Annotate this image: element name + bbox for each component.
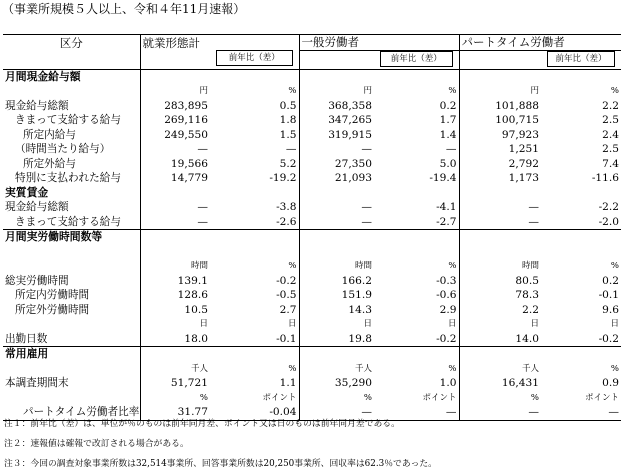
cell: 78.3 — [459, 288, 541, 303]
cell: 1.8 — [279, 114, 297, 127]
table-row — [3, 303, 621, 318]
cell: -0.5 — [276, 289, 297, 302]
cell: — — [299, 215, 374, 230]
table-row — [3, 376, 621, 391]
row-label: きまって支給する給与 — [15, 215, 121, 228]
row-label: 現金給与総額 — [5, 99, 69, 112]
unit-label: ポイント — [584, 392, 619, 403]
cell: 283,895 — [140, 99, 210, 114]
cell: -0.3 — [436, 274, 457, 287]
cell: — — [299, 142, 374, 157]
footnote: 注２：速報値は確報で改訂される場合がある。 — [4, 439, 189, 449]
row-label: 総実労働時間 — [5, 274, 69, 287]
section-row — [3, 347, 621, 362]
cell: 5.2 — [279, 157, 297, 170]
cell: 1.0 — [439, 377, 457, 390]
category-header: 区分 — [59, 35, 83, 50]
cell: 1,173 — [459, 171, 541, 186]
cell: — — [140, 200, 210, 215]
cell: 10.5 — [140, 303, 210, 318]
unit-label: % — [299, 391, 374, 406]
unit-label: 時間 — [299, 259, 374, 274]
section-employment: 常用雇用 — [5, 347, 49, 361]
cell: 139.1 — [140, 274, 210, 289]
cell: 101,888 — [459, 99, 541, 114]
cell: -2.2 — [598, 201, 619, 214]
unit-label: ポイント — [262, 392, 297, 403]
row-label: 所定内給与 — [23, 128, 76, 141]
yoy-label-general: 前年比（差） — [380, 51, 453, 67]
cell: 128.6 — [140, 288, 210, 303]
cell: 21,093 — [299, 171, 374, 186]
cell: 1,251 — [459, 142, 541, 157]
unit-label: % — [448, 261, 457, 272]
section-row — [3, 230, 621, 245]
cell: — — [459, 200, 541, 215]
cell: -0.2 — [436, 332, 457, 345]
unit-label: 円 — [459, 84, 541, 99]
cell: — — [299, 200, 374, 215]
unit-label: 円 — [140, 84, 210, 99]
cell: -2.7 — [436, 215, 457, 228]
unit-label: % — [288, 86, 297, 97]
yoy-label-total: 前年比（差） — [216, 50, 293, 66]
cell: 18.0 — [140, 332, 210, 347]
cell: 5.0 — [439, 157, 457, 170]
row-label: （時間当たり給与） — [15, 143, 111, 156]
footnote: 注１：前年比（差）は、単位が％のものは前年同月差、ポイント又は日のものは前年同月差である。 — [4, 419, 400, 429]
table-row — [3, 128, 621, 143]
cell: 2.7 — [279, 303, 297, 316]
unit-row — [3, 391, 621, 406]
section-row — [3, 186, 621, 201]
section-real-wages: 実質賃金 — [5, 185, 49, 199]
cell: 2.9 — [439, 303, 457, 316]
cell: -3.8 — [276, 201, 297, 214]
table-row — [3, 171, 621, 186]
cell: -19.4 — [429, 172, 457, 185]
cell: 14.3 — [299, 303, 374, 318]
cell: 0.5 — [279, 99, 297, 112]
unit-label: % — [288, 261, 297, 272]
cell: 249,550 — [140, 128, 210, 143]
row-label: 特別に支払われた給与 — [15, 172, 121, 185]
unit-label: 日 — [459, 317, 541, 332]
cell: 319,915 — [299, 128, 374, 143]
unit-label: 千人 — [140, 362, 210, 377]
table-row — [3, 274, 621, 289]
group-header-general: 一般労働者 — [299, 35, 459, 51]
cell: — — [140, 215, 210, 230]
unit-row — [3, 84, 621, 99]
unit-label: % — [288, 363, 297, 374]
cell: 1.5 — [279, 128, 297, 141]
header-row — [3, 35, 621, 51]
footnotes — [4, 414, 437, 474]
cell: 16,431 — [459, 376, 541, 391]
cell: 2.2 — [602, 99, 619, 112]
section-row — [3, 69, 621, 84]
table-row — [3, 113, 621, 128]
cell: — — [299, 405, 374, 420]
cell: — — [608, 406, 619, 419]
row-label: 所定内労働時間 — [15, 289, 90, 302]
cell: -0.2 — [598, 332, 619, 345]
section-wages: 月間現金給与額 — [5, 69, 81, 83]
cell: 0.2 — [439, 99, 457, 112]
unit-label: % — [459, 391, 541, 406]
unit-label: 日 — [610, 319, 619, 330]
row-label: 所定外労働時間 — [15, 303, 90, 316]
cell: 19,566 — [140, 157, 210, 172]
cell: — — [445, 406, 457, 419]
cell: 14.0 — [459, 332, 541, 347]
cell: 9.6 — [602, 303, 619, 316]
cell: 2.5 — [602, 143, 619, 156]
unit-label: 日 — [287, 319, 297, 330]
cell: 1.7 — [439, 114, 457, 127]
table-row — [3, 332, 621, 347]
cell: — — [140, 142, 210, 157]
row-label: 本調査期間末 — [5, 377, 69, 390]
cell: 7.4 — [602, 157, 619, 170]
cell: 51,721 — [140, 376, 210, 391]
cell: -0.2 — [276, 274, 297, 287]
footnote: 注３：今回の調査対象事業所数は32,514事業所、回答事業所数は20,250事業所、回収率は62.3％であった。 — [4, 459, 437, 469]
cell: 14,779 — [140, 171, 210, 186]
cell: 80.5 — [459, 274, 541, 289]
cell: 0.9 — [602, 377, 619, 390]
yoy-label-parttime: 前年比（差） — [547, 51, 615, 67]
cell: — — [459, 405, 541, 420]
unit-label: % — [448, 86, 457, 97]
unit-label: 円 — [299, 84, 374, 99]
cell: 1.4 — [439, 128, 457, 141]
table-row — [3, 288, 621, 303]
cell: 2.4 — [602, 128, 619, 141]
row-label: 出勤日数 — [5, 332, 48, 345]
unit-label: ポイント — [422, 392, 457, 403]
cell: 347,265 — [299, 113, 374, 128]
unit-label: % — [610, 363, 619, 374]
cell: 19.8 — [299, 332, 374, 347]
cell: -0.6 — [436, 289, 457, 302]
cell: — — [445, 143, 457, 156]
group-header-total: 就業形態計 — [140, 35, 299, 51]
row-label: パートタイム労働者比率 — [23, 406, 140, 419]
cell: 35,290 — [299, 376, 374, 391]
group-header-parttime: パートタイム労働者 — [459, 35, 621, 51]
cell: 269,116 — [140, 113, 210, 128]
unit-row — [3, 259, 621, 274]
cell: -0.04 — [269, 406, 297, 419]
statistics-table — [3, 34, 621, 421]
row-label: 所定外給与 — [23, 157, 76, 170]
cell: -0.1 — [598, 289, 619, 302]
table-row — [3, 215, 621, 230]
row-label: 現金給与総額 — [5, 201, 69, 214]
row-label: きまって支給する給与 — [15, 114, 121, 127]
cell: 31.77 — [140, 405, 210, 420]
table-row — [3, 142, 621, 157]
cell: 27,350 — [299, 157, 374, 172]
unit-label: 日 — [299, 317, 374, 332]
table-row — [3, 200, 621, 215]
unit-label: % — [610, 86, 619, 97]
unit-label: 時間 — [140, 259, 210, 274]
cell: 0.2 — [602, 274, 619, 287]
table-row — [3, 99, 621, 114]
unit-label: % — [448, 363, 457, 374]
cell: -4.1 — [436, 201, 457, 214]
unit-label: % — [610, 261, 619, 272]
cell: 1.1 — [279, 377, 297, 390]
cell: -0.1 — [276, 332, 297, 345]
cell: 97,923 — [459, 128, 541, 143]
cell: 151.9 — [299, 288, 374, 303]
cell: 100,715 — [459, 113, 541, 128]
table-row — [3, 157, 621, 172]
cell: 2,792 — [459, 157, 541, 172]
unit-label: 時間 — [459, 259, 541, 274]
cell: -19.2 — [269, 172, 297, 185]
section-hours: 月間実労働時間数等 — [5, 230, 103, 244]
cell: -2.0 — [598, 215, 619, 228]
unit-label: 千人 — [459, 362, 541, 377]
cell: -11.6 — [591, 172, 619, 185]
cell: 2.5 — [602, 114, 619, 127]
unit-row — [3, 317, 621, 332]
cell: — — [459, 215, 541, 230]
cell: — — [285, 143, 297, 156]
cell: 2.2 — [459, 303, 541, 318]
cell: 368,358 — [299, 99, 374, 114]
unit-label: 日 — [447, 319, 457, 330]
subheader-row — [3, 50, 621, 69]
unit-label: 日 — [140, 317, 210, 332]
cell: 166.2 — [299, 274, 374, 289]
unit-row — [3, 362, 621, 377]
unit-label: % — [140, 391, 210, 406]
cell: -2.6 — [276, 215, 297, 228]
table-caption: （事業所規模５人以上、令和４年11月速報） — [2, 2, 246, 16]
unit-label: 千人 — [299, 362, 374, 377]
